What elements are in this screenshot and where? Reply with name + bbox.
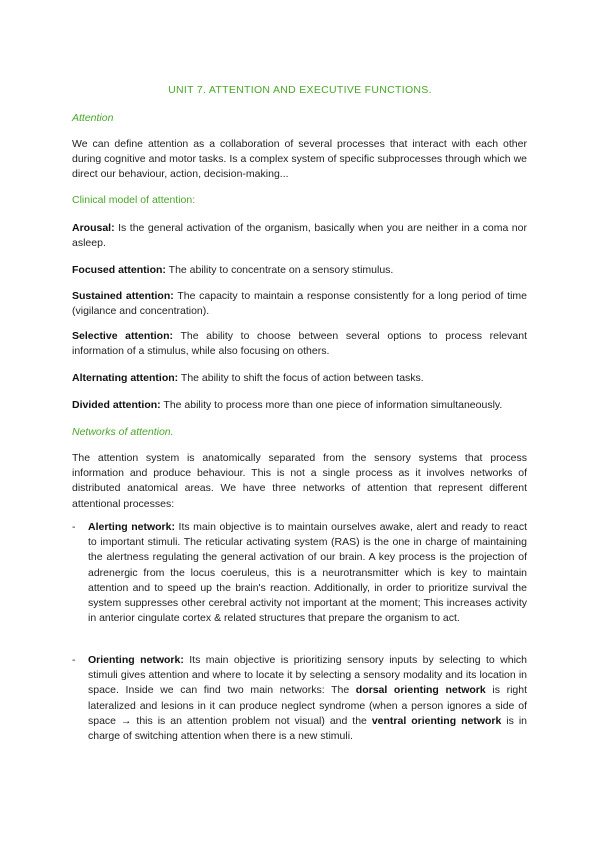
definition-sustained: [72, 289, 527, 319]
definition-text: The ability to concentrate on a sensory stimulus.: [165, 264, 394, 276]
definition-term: Divided attention:: [72, 399, 161, 411]
network-text: is in charge of switching attention when there is a new stimuli.: [88, 714, 528, 743]
networks-intro-paragraph: [72, 451, 527, 512]
definition-selective: [72, 329, 527, 359]
section-heading-clinical: Clinical model of attention:: [72, 194, 196, 206]
list-item-alerting-network: [72, 520, 527, 626]
definition-term: Focused attention:: [72, 264, 166, 276]
bullet-dash: -: [72, 654, 76, 666]
definition-arousal: [72, 221, 527, 251]
networks-intro-text: The attention system is anatomically separated from the sensory systems that process information and produce behaviour. This is not a single process as it involves networks of distributed anatomical areas. We have three networks of attention that represent different attentional processes:: [72, 452, 527, 510]
page-title: UNIT 7. ATTENTION AND EXECUTIVE FUNCTIONS.: [168, 84, 432, 96]
definition-text: The ability to process more than one piece of information simultaneously.: [160, 399, 503, 411]
definition-term: Selective attention:: [72, 330, 173, 342]
section-heading-networks: Networks of attention.: [72, 426, 174, 438]
definition-text: Is the general activation of the organism, basically when you are neither in a coma nor asleep.: [72, 222, 527, 250]
network-term: Orienting network:: [88, 654, 184, 666]
intro-paragraph: [72, 137, 527, 183]
definition-text: The ability to shift the focus of action between tasks.: [178, 372, 424, 384]
intro-text: We can define attention as a collaboration of several processes that interact with each other during cognitive and motor tasks. Is a complex system of specific subprocesses through which we direct our behaviour, action, decision-making...: [72, 138, 527, 181]
definition-term: Alternating attention:: [72, 372, 179, 384]
definition-text: The capacity to maintain a response consistently for a long period of time (vigilance and concentration).: [72, 290, 527, 318]
network-text: Its main objective is prioritizing sensory inputs by selecting to which stimuli gives attention and where to locate it by selecting a sensory modality and its location in space. Inside we can find two main networks: The: [88, 654, 527, 697]
definition-alternating: [72, 371, 527, 386]
definition-focused: [72, 263, 527, 278]
network-term: Alerting network:: [88, 521, 175, 533]
definition-term: Sustained attention:: [72, 290, 174, 302]
network-text: Its main objective is to maintain ourselves awake, alert and ready to react to important stimuli. The reticular activating system (RAS) is the one in charge of maintaining the alertness regulating the general activation of our brain. A key process is the projection of adrenergic from the locus coeruleus, this is a neurotransmitter which is key to maintain attention and to speed up the brain's reaction. Additionally, in order to prioritize survival the system suppresses other cerebral activity not important at the moment; This increases activity in anterior cingulate cortex & related structures that prepare the organism to act.: [88, 521, 527, 625]
ventral-network-term: ventral orienting network: [371, 714, 502, 727]
definition-divided: [72, 398, 527, 413]
dorsal-network-term: dorsal orienting network: [355, 684, 486, 697]
definition-text: The ability to choose between several options to process relevant information of a stimulus, while also focusing on others.: [72, 330, 527, 358]
section-heading-attention: Attention: [72, 112, 114, 124]
network-text: is right lateralized and lesions in it can produce neglect syndrome (when a person ignores a side of space → this is an attention problem not visual) and the: [88, 684, 527, 727]
bullet-dash: -: [72, 521, 76, 533]
list-item-orienting-network: [72, 653, 527, 744]
definition-term: Arousal:: [72, 222, 115, 234]
